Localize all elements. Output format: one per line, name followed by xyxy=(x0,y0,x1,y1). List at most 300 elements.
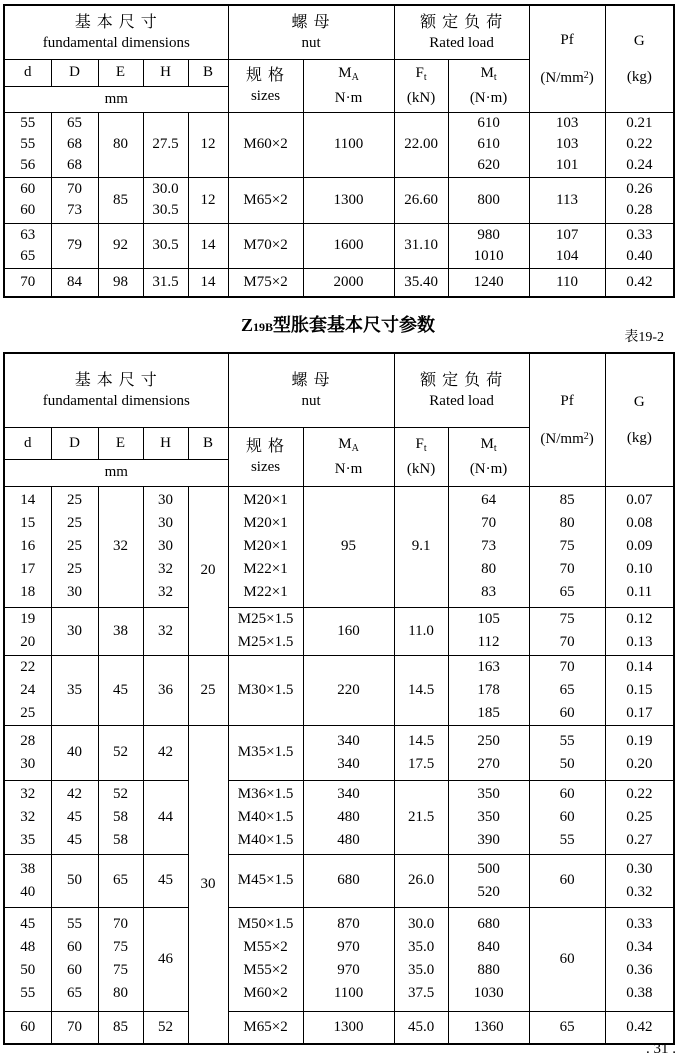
cell-value: 16 xyxy=(20,538,36,554)
header-mt xyxy=(448,427,529,486)
cell-value: 75 xyxy=(113,939,128,955)
cell-H xyxy=(143,177,188,223)
cell-E xyxy=(98,223,143,268)
cell-value: 30.0 xyxy=(152,181,179,197)
cell-value: 35 xyxy=(67,681,82,698)
cell-value: 0.33 xyxy=(626,226,653,243)
cell-value: 390 xyxy=(477,831,500,848)
cell-value: 104 xyxy=(555,247,579,264)
cell-Ft xyxy=(394,268,448,297)
cell-value: M22×1 xyxy=(243,584,288,600)
header-rated-zh: 额 定 负 荷 xyxy=(420,371,504,389)
header-g-unit: (kg) xyxy=(626,68,652,85)
cell-value: 14.5 xyxy=(407,732,435,749)
cell-Pf xyxy=(529,907,605,1011)
cell-MA xyxy=(303,177,394,223)
header-rated-load xyxy=(394,353,529,427)
cell-E xyxy=(98,486,143,607)
cell-value: 0.12 xyxy=(626,611,653,627)
cell-value: 1240 xyxy=(473,273,504,290)
cell-H xyxy=(143,112,188,177)
cell-value: 112 xyxy=(477,634,500,650)
cell-sizes xyxy=(228,607,303,655)
cell-value: 0.40 xyxy=(626,247,653,264)
cell-value: 58 xyxy=(113,831,128,848)
header-g-symbol: G xyxy=(633,32,645,49)
cell-sizes xyxy=(228,177,303,223)
cell-value: 44 xyxy=(158,808,173,825)
cell-MA xyxy=(303,112,394,177)
header-mt-symbol: $M_t$ xyxy=(480,435,497,454)
table-row xyxy=(4,854,674,907)
cell-value: 70 xyxy=(67,1018,82,1035)
cell-value: 0.10 xyxy=(626,561,653,577)
cell-value: 1600 xyxy=(333,237,364,253)
cell-value: 60 xyxy=(559,808,575,825)
header-pf-symbol: Pf xyxy=(560,392,574,409)
cell-value: 25 xyxy=(20,704,36,721)
spacer xyxy=(530,50,605,66)
cell-value: 65 xyxy=(67,985,82,1001)
cell-E xyxy=(98,725,143,780)
header-pf-unit: $(N/mm^2)$ xyxy=(540,430,594,447)
cell-value: M55×2 xyxy=(243,962,288,978)
cell-sizes xyxy=(228,223,303,268)
cell-Ft xyxy=(394,854,448,907)
cell-value: 30 xyxy=(158,538,173,554)
header-fundamental-dimensions xyxy=(4,353,228,427)
cell-value: 18 xyxy=(20,584,36,600)
cell-Pf xyxy=(529,112,605,177)
header-mt xyxy=(448,59,529,112)
cell-value: 980 xyxy=(477,226,500,243)
cell-value: 45.0 xyxy=(407,1018,435,1035)
header-mt-symbol: $M_t$ xyxy=(480,64,497,83)
header-sizes-zh: 规 格 xyxy=(246,437,286,455)
cell-d xyxy=(4,1011,51,1044)
cell-Ft xyxy=(394,780,448,854)
cell-E xyxy=(98,780,143,854)
cell-value: 70 xyxy=(481,515,497,531)
cell-value: 70 xyxy=(20,273,36,290)
cell-value: 270 xyxy=(477,755,500,772)
cell-MA xyxy=(303,907,394,1011)
cell-value: 28 xyxy=(20,732,36,749)
table-row xyxy=(4,268,674,297)
header-pf-symbol: Pf xyxy=(560,31,574,48)
cell-d xyxy=(4,907,51,1011)
cell-E xyxy=(98,655,143,725)
cell-value: 58 xyxy=(113,808,128,825)
cell-Pf xyxy=(529,223,605,268)
cell-Pf xyxy=(529,1011,605,1044)
cell-value: 0.14 xyxy=(626,658,653,675)
cell-value: 55 xyxy=(20,136,36,152)
cell-Mt xyxy=(448,268,529,297)
cell-Pf xyxy=(529,177,605,223)
cell-value: M70×2 xyxy=(243,237,288,253)
cell-value: 50 xyxy=(20,962,36,978)
cell-value: 0.08 xyxy=(626,515,653,531)
table-label: 表19-2 xyxy=(624,330,664,345)
cell-value: 73 xyxy=(481,538,497,554)
header-col-E: E xyxy=(98,59,143,86)
cell-value: 22 xyxy=(20,658,36,675)
cell-G xyxy=(605,268,674,297)
cell-sizes xyxy=(228,112,303,177)
cell-value: 46 xyxy=(158,950,173,967)
cell-Ft xyxy=(394,607,448,655)
cell-Pf xyxy=(529,780,605,854)
cell-value: 103 xyxy=(555,136,579,152)
cell-value: 65 xyxy=(559,681,575,698)
cell-H xyxy=(143,907,188,1011)
cell-value: 0.07 xyxy=(626,492,653,508)
cell-value: 60 xyxy=(559,872,575,888)
cell-value: 480 xyxy=(337,831,360,848)
cell-value: 0.19 xyxy=(626,732,653,749)
cell-value: 0.38 xyxy=(626,985,653,1001)
cell-value: 84 xyxy=(67,273,82,290)
cell-value: 65 xyxy=(67,115,82,131)
cell-value: 103 xyxy=(555,115,579,131)
cell-value: 60 xyxy=(67,939,82,955)
cell-H xyxy=(143,486,188,607)
cell-value: 0.28 xyxy=(626,202,653,218)
cell-G xyxy=(605,780,674,854)
cell-value: 870 xyxy=(337,916,360,932)
cell-value: 22.00 xyxy=(404,136,438,152)
cell-value: 80 xyxy=(113,985,128,1001)
cell-Pf xyxy=(529,854,605,907)
cell-Pf xyxy=(529,607,605,655)
cell-value: M60×2 xyxy=(243,985,288,1001)
cell-value: 68 xyxy=(67,136,82,152)
cell-value: 14 xyxy=(200,237,216,253)
cell-value: 680 xyxy=(337,872,360,888)
header-fundamental-en: fundamental dimensions xyxy=(42,34,190,51)
cell-value: 32 xyxy=(158,584,173,600)
cell-B xyxy=(188,655,228,725)
table-row xyxy=(4,655,674,725)
cell-MA xyxy=(303,268,394,297)
cell-value: 25 xyxy=(67,538,82,554)
cell-value: 65 xyxy=(20,247,36,264)
cell-d xyxy=(4,655,51,725)
header-nut xyxy=(228,353,394,427)
cell-value: 17.5 xyxy=(407,755,435,772)
cell-value: M25×1.5 xyxy=(237,611,294,627)
cell-value: 500 xyxy=(477,860,500,877)
cell-E xyxy=(98,268,143,297)
header-ma-unit: N·m xyxy=(334,89,363,106)
header-ft xyxy=(394,59,448,112)
cell-value: 32 xyxy=(20,785,36,802)
cell-value: 31.5 xyxy=(152,273,179,290)
header-col-D: D xyxy=(51,59,98,86)
spacer xyxy=(530,411,605,427)
cell-value: 35.40 xyxy=(404,273,438,290)
cell-value: 340 xyxy=(337,755,360,772)
cell-sizes xyxy=(228,780,303,854)
header-col-E: E xyxy=(98,427,143,459)
cell-value: 32 xyxy=(20,808,36,825)
cell-value: 55 xyxy=(559,831,575,848)
spec-table-top xyxy=(3,4,675,298)
cell-value: 45 xyxy=(67,808,82,825)
cell-sizes xyxy=(228,486,303,607)
cell-value: 0.09 xyxy=(626,538,653,554)
cell-value: 32 xyxy=(158,622,173,639)
cell-MA xyxy=(303,223,394,268)
cell-Mt xyxy=(448,907,529,1011)
cell-MA xyxy=(303,655,394,725)
cell-value: 1030 xyxy=(473,985,504,1001)
cell-value: 1300 xyxy=(333,191,364,208)
cell-value: 0.32 xyxy=(626,883,653,900)
cell-value: 970 xyxy=(337,962,360,978)
cell-value: 0.22 xyxy=(626,136,653,152)
cell-value: 40 xyxy=(67,744,82,760)
header-col-D: D xyxy=(51,427,98,459)
cell-value: 70 xyxy=(67,181,82,197)
cell-value: 98 xyxy=(113,273,128,290)
header-group-row xyxy=(4,353,674,427)
cell-value: 0.26 xyxy=(626,181,653,197)
cell-D xyxy=(51,725,98,780)
cell-Mt xyxy=(448,607,529,655)
cell-D xyxy=(51,268,98,297)
cell-value: 0.30 xyxy=(626,860,653,877)
cell-G xyxy=(605,486,674,607)
cell-D xyxy=(51,486,98,607)
header-rated-zh: 额 定 负 荷 xyxy=(420,13,504,31)
cell-MA xyxy=(303,486,394,607)
cell-G xyxy=(605,223,674,268)
cell-value: 32 xyxy=(113,538,128,554)
cell-value: 0.36 xyxy=(626,962,653,978)
header-nut xyxy=(228,5,394,59)
cell-H xyxy=(143,655,188,725)
cell-value: 52 xyxy=(158,1018,173,1035)
cell-value: 45 xyxy=(113,681,128,698)
header-sizes xyxy=(228,427,303,486)
cell-value: 0.42 xyxy=(626,1018,653,1035)
cell-G xyxy=(605,1011,674,1044)
cell-value: 31.10 xyxy=(404,237,438,253)
cell-value: 0.21 xyxy=(626,115,653,131)
header-col-B: B xyxy=(188,427,228,459)
cell-value: 0.25 xyxy=(626,808,653,825)
header-ft-unit: (kN) xyxy=(406,89,436,106)
cell-G xyxy=(605,907,674,1011)
cell-Mt xyxy=(448,223,529,268)
cell-E xyxy=(98,177,143,223)
title-subscript: 19B xyxy=(253,320,274,334)
table-row xyxy=(4,177,674,223)
table-row xyxy=(4,907,674,1011)
cell-value: M50×1.5 xyxy=(237,916,294,932)
cell-d xyxy=(4,607,51,655)
cell-value: 0.17 xyxy=(626,704,653,721)
cell-value: 35.0 xyxy=(407,962,435,978)
cell-value: M30×1.5 xyxy=(237,681,294,698)
cell-Ft xyxy=(394,112,448,177)
cell-value: 15 xyxy=(20,515,36,531)
cell-value: 83 xyxy=(481,584,497,600)
cell-value: 75 xyxy=(559,538,575,554)
cell-value: 38 xyxy=(113,622,128,639)
cell-value: M40×1.5 xyxy=(237,831,294,848)
cell-value: 14 xyxy=(20,492,36,508)
cell-value: M75×2 xyxy=(243,273,288,290)
cell-value: 220 xyxy=(337,681,360,698)
cell-value: 45 xyxy=(158,872,173,888)
cell-value: 27.5 xyxy=(152,136,179,152)
cell-value: 65 xyxy=(559,1018,575,1035)
cell-value: M36×1.5 xyxy=(237,785,294,802)
header-col-H: H xyxy=(143,427,188,459)
cell-value: 340 xyxy=(337,732,360,749)
cell-value: 37.5 xyxy=(407,985,435,1001)
cell-value: 620 xyxy=(477,157,500,173)
cell-value: 105 xyxy=(477,611,500,627)
cell-value: 55 xyxy=(67,916,82,932)
header-g-unit: (kg) xyxy=(626,429,652,446)
cell-value: 21.5 xyxy=(407,808,435,825)
header-mt-unit: (N·m) xyxy=(469,89,508,106)
cell-value: 101 xyxy=(555,157,579,173)
cell-value: 63 xyxy=(20,226,36,243)
cell-value: 800 xyxy=(477,191,500,208)
cell-value: 0.20 xyxy=(626,755,653,772)
cell-value: 880 xyxy=(477,962,500,978)
cell-value: 26.0 xyxy=(407,872,435,888)
header-sizes-en: sizes xyxy=(250,87,281,104)
cell-value: 1300 xyxy=(333,1018,364,1035)
cell-value: 1360 xyxy=(473,1018,504,1035)
cell-value: 14.5 xyxy=(407,681,435,698)
header-nut-zh: 螺 母 xyxy=(291,371,331,389)
cell-Mt xyxy=(448,780,529,854)
header-nut-en: nut xyxy=(301,392,321,409)
cell-D xyxy=(51,223,98,268)
cell-value: 610 xyxy=(477,115,500,131)
cell-B xyxy=(188,223,228,268)
header-ma-symbol: $M_A$ xyxy=(338,435,359,454)
cell-sizes xyxy=(228,268,303,297)
cell-B xyxy=(188,486,228,655)
cell-Mt xyxy=(448,655,529,725)
cell-B xyxy=(188,725,228,1044)
cell-D xyxy=(51,907,98,1011)
page-number: . 31 . xyxy=(646,1041,676,1057)
cell-value: M45×1.5 xyxy=(237,872,294,888)
cell-value: 73 xyxy=(67,202,82,218)
cell-value: 840 xyxy=(477,939,500,955)
cell-D xyxy=(51,1011,98,1044)
cell-d xyxy=(4,268,51,297)
cell-value: 95 xyxy=(341,538,357,554)
cell-G xyxy=(605,607,674,655)
cell-value: 56 xyxy=(20,157,36,173)
cell-E xyxy=(98,112,143,177)
table-body xyxy=(4,112,674,297)
cell-value: 85 xyxy=(113,191,128,208)
cell-B xyxy=(188,112,228,177)
header-fundamental-dimensions xyxy=(4,5,228,59)
cell-value: 60 xyxy=(20,1018,36,1035)
cell-value: 30 xyxy=(67,584,82,600)
cell-value: 178 xyxy=(477,681,500,698)
cell-value: 19 xyxy=(20,611,36,627)
cell-G xyxy=(605,725,674,780)
cell-value: 12 xyxy=(200,191,216,208)
cell-d xyxy=(4,780,51,854)
table-row xyxy=(4,780,674,854)
cell-value: M65×2 xyxy=(243,1018,288,1035)
header-rated-en: Rated load xyxy=(429,392,494,409)
cell-value: 24 xyxy=(20,681,36,698)
cell-d xyxy=(4,854,51,907)
cell-value: 45 xyxy=(20,916,36,932)
cell-B xyxy=(188,268,228,297)
table-row xyxy=(4,1011,674,1044)
cell-value: 12 xyxy=(200,136,216,152)
cell-value: 0.34 xyxy=(626,939,653,955)
header-g xyxy=(605,353,674,486)
cell-MA xyxy=(303,854,394,907)
cell-Ft xyxy=(394,223,448,268)
cell-value: 20 xyxy=(200,562,216,578)
header-col-B: B xyxy=(188,59,228,86)
header-ma-unit: N·m xyxy=(334,460,363,477)
cell-value: 50 xyxy=(559,755,575,772)
cell-value: 0.13 xyxy=(626,634,653,650)
spec-table-main xyxy=(3,352,675,1045)
cell-value: 60 xyxy=(20,181,36,197)
cell-H xyxy=(143,854,188,907)
cell-value: 60 xyxy=(559,950,575,967)
cell-value: 35 xyxy=(20,831,36,848)
cell-value: 25 xyxy=(200,681,216,698)
cell-G xyxy=(605,112,674,177)
cell-value: 40 xyxy=(20,883,36,900)
cell-value: M20×1 xyxy=(243,492,288,508)
cell-value: M40×1.5 xyxy=(237,808,294,825)
cell-value: 75 xyxy=(113,962,128,978)
cell-E xyxy=(98,854,143,907)
header-fundamental-zh: 基 本 尺 寸 xyxy=(74,371,158,389)
table-row xyxy=(4,112,674,177)
header-rated-en: Rated load xyxy=(429,34,494,51)
cell-value: 1100 xyxy=(333,136,364,152)
header-pf-unit: $(N/mm^2)$ xyxy=(540,69,594,86)
cell-value: 38 xyxy=(20,860,36,877)
cell-value: 30 xyxy=(200,875,216,892)
cell-Ft xyxy=(394,725,448,780)
cell-G xyxy=(605,655,674,725)
cell-value: 32 xyxy=(158,561,173,577)
cell-value: 70 xyxy=(559,658,575,675)
header-fundamental-en: fundamental dimensions xyxy=(42,392,190,409)
header-sizes xyxy=(228,59,303,112)
cell-Ft xyxy=(394,177,448,223)
cell-value: 79 xyxy=(67,237,82,253)
header-ma-symbol: $M_A$ xyxy=(338,64,359,83)
cell-value: 70 xyxy=(559,634,575,650)
cell-value: 610 xyxy=(477,136,500,152)
